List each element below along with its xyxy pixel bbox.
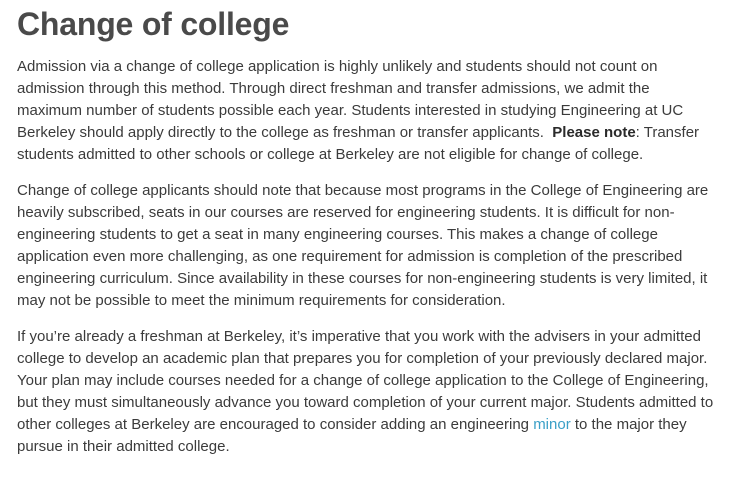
paragraph-admission-policy <box>17 56 715 166</box>
paragraph-admission-text: Admission via a change of college application is highly unlikely and students should not count on admission through this method. Through direct freshman and transfer admissions, we admit the maximum number of students possible each year. Students interested in studying Engineering at UC Berkeley should apply directly to the college as freshman or transfer applicants. <box>17 58 684 141</box>
freshman-advice-text: If you’re already a freshman at Berkeley, it’s imperative that you work with the advisers in your admitted college to develop an academic plan that prepares you for completion of your previously declared major. Your plan may include courses needed for a change of college application to the College of Engineering, but they must simultaneously advance you toward completion of your current major. Students admitted to other colleges at Berkeley are encouraged to consider adding an engineering <box>17 328 714 433</box>
paragraph-freshman-advice <box>17 326 715 458</box>
transfer-note-text: : Transfer students admitted to other schools or college at Berkeley are not eligible for change of college. <box>17 124 700 163</box>
minor-link[interactable]: minor <box>533 416 571 433</box>
please-note-label: Please note <box>552 124 636 141</box>
freshman-advice-text-end: to the major they pursue in their admitted college. <box>17 416 687 455</box>
page-title: Change of college <box>17 6 290 42</box>
paragraph-course-availability: Change of college applicants should note that because most programs in the College of Engineering are heavily subscribed, seats in our courses are reserved for engineering students. It is difficult for non-engineering students to get a seat in many engineering courses. This makes a change of college application even more challenging, as one requirement for admission is completion of the prescribed engineering curriculum. Since availability in these courses for non-engineering students is very limited, it may not be possible to meet the minimum requirements for consideration. <box>17 182 709 309</box>
